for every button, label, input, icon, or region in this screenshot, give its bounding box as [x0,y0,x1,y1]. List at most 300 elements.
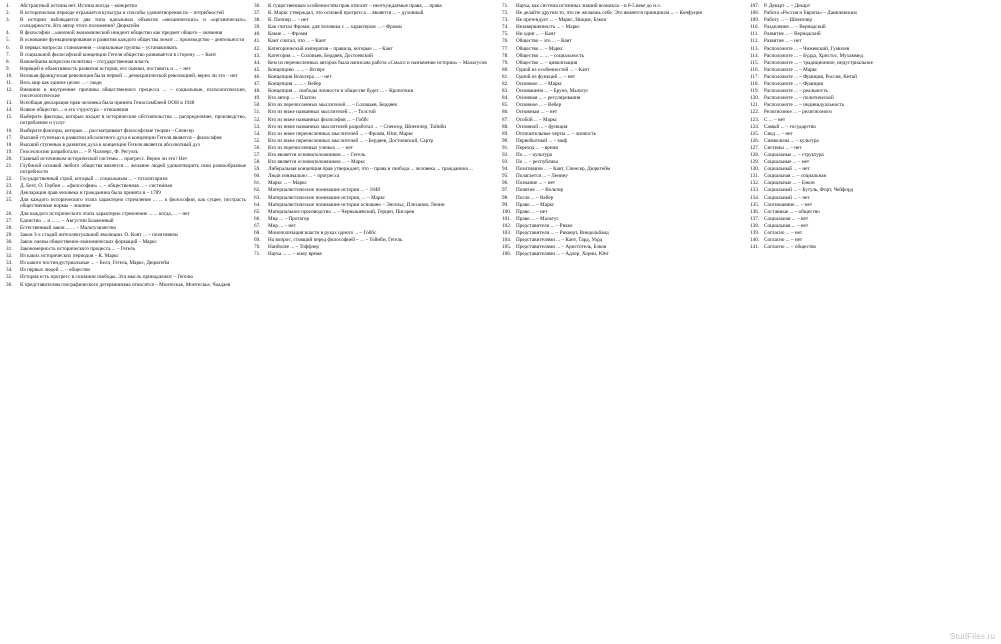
entry-text: Д. Бехт, О. Гербин ... «философии» ... – общественная ... – системная [20,183,172,190]
question-entry [4,225,246,231]
question-entry [500,88,742,94]
question-entry [748,159,990,165]
question-entry [500,131,742,137]
entry-text: Расположите ... – индивидуальность [764,102,845,109]
entry-text: Развитие ... – нет [764,38,802,45]
entry-number: 130. [750,166,760,173]
entry-text: Единство ... и ... ... – Августин Блаженный [20,217,114,224]
entry-text: Для каждого исторического этапа характерно стремление ... ... к философии, как сущее, пострасть общественные нормы – лишние [20,197,246,210]
entry-number: 119. [750,88,759,95]
question-entry [4,211,246,217]
question-entry [4,267,246,273]
entry-number: 63. [254,194,261,201]
entry-number: 126. [750,137,760,144]
entry-text: К. Маркс утверждал, что основой прогресса ... является ... – духовный [268,10,424,17]
question-entry [252,159,494,165]
question-entry [4,142,246,148]
entry-number: 76. [502,38,509,45]
entry-text: Разделение ... – Вернадский [764,24,826,31]
entry-number: 137. [750,215,760,222]
entry-text: Из каких исторических периодов – К. Маркс [20,253,119,260]
question-entry [748,202,990,208]
entry-number: 87. [502,116,509,123]
entry-text: Системы ... – нет [764,144,802,151]
entry-text: По ... – культура [516,151,552,158]
entry-number: 69. [254,237,261,244]
question-entry [252,46,494,52]
question-entry [500,187,742,193]
entry-text: Кто из перечисленных мыслителей ... – Соловьев, Бердяев [268,102,397,109]
question-entry [4,59,246,65]
entry-number: 36. [6,281,13,288]
entry-text: Для каждого исторического этапа характерно стремление ... ... когда, ... – нет [20,210,190,217]
question-entry [748,180,990,186]
entry-number: 127. [750,144,760,151]
question-entry [4,156,246,162]
entry-text: Наука, как система истинных знаний возникла – в 6-5 веке до н.э. [516,3,661,9]
entry-number: 103. [502,230,512,236]
question-entry [252,216,494,222]
entry-number: 78. [502,52,509,59]
entry-text: Главный источником исторической системы ... прогресс. Верно ли это? Нет [20,155,188,162]
entry-text: Расположите ... – Франция [764,81,823,88]
entry-text: После ... – Вебер [516,194,554,201]
entry-text: Расположите ... – политической [764,95,834,102]
question-entry [500,74,742,80]
question-entry [500,53,742,59]
entry-text: Работу ... – Шпенглер [764,17,812,24]
entry-text: Полагается ... – Ленину [516,173,568,180]
entry-text: Познание ... – нет [516,180,556,187]
entry-number: 138. [750,222,760,229]
entry-text: Всеобщая декларация прав человека была принята Генассамблеей ООН в 1948 [20,100,195,107]
entry-number: 7. [6,51,10,58]
question-entry [500,173,742,179]
question-entry [748,102,990,108]
entry-text: Внешние и внутренние причины общественного процесса ... – социальные, психологические, гносеологические [20,87,246,100]
entry-text: Представители ... – Рикке [516,222,573,229]
question-entry [748,46,990,52]
question-entry [748,74,990,80]
question-entry [252,187,494,193]
entry-number: 24. [6,190,13,197]
entry-text: Право ... – Мальтус [516,215,559,222]
entry-number: 29. [6,231,13,238]
question-entry [252,166,494,172]
entry-number: 46. [254,73,261,80]
entry-number: 79. [502,59,509,66]
entry-text: Право ... – нет [516,208,548,215]
question-entry [4,107,246,113]
question-entry [4,37,246,43]
entry-number: 90. [502,137,509,144]
question-entry [252,109,494,115]
entry-text: Расположите ... – Чижевский, Гумилев [764,45,850,52]
entry-text: Выберите факторы, которые ... рассматривают философские теории – Спенсер [20,127,194,134]
entry-number: 23. [6,183,13,190]
entry-text: В истории наблюдается два типа идеальных объектов «механических» и «органических» солидарности. Кто автор этого положения? Дюркгейм [20,17,246,30]
entry-text: Кто из ниже названных мыслителей ... – Толстой [268,109,376,116]
entry-text: К. Поппер ... – нет [268,17,309,24]
question-entry [748,138,990,144]
entry-text: Позитивизм ... – Кант, Спенсер, Дюркгейм [516,166,611,173]
entry-text: Социальная ... – нет [764,215,809,222]
question-entry [748,67,990,73]
entry-text: Основное ... – Вебер [516,102,562,109]
entry-number: 118. [750,81,759,88]
entry-text: Представители ... – Риккерт, Виндельбанд [516,230,609,236]
entry-text: Понятие ... – Вольтер [516,187,564,194]
entry-text: Социальный ... – нет [764,194,810,201]
entry-text: Общество ... – цивилизация [516,59,578,66]
question-entry [252,95,494,101]
entry-text: Одной из особенностей ... – Кант [516,66,590,73]
text-column [748,3,996,642]
question-entry [748,95,990,101]
entry-text: Кто из ниже перечисленных мыслителей ... – Фромм, Юнг, Маркс [268,130,414,137]
question-entry [4,135,246,141]
entry-text: Расположите ... – Франция, Россия, Китай [764,73,857,80]
entry-text: К представителям географического детерминизма относятся – Монтескье, Монтескье, Чаадаев [20,281,231,288]
entry-text: Социальная ... – социальная [764,173,826,180]
entry-text: Социальный ... – Бутуль, Форт, Чейфорд [764,187,854,194]
entry-text: Материалистическое понимание истории основано – Энгельс, Плеханов, Ленин [268,201,445,208]
entry-text: Выберите факторы, которые входят в исторические обстоятельства ... распределение, производство, потребление и услуг [20,114,246,127]
entry-text: Естественный закон ... ... – Мальтузианство [20,224,117,231]
entry-number: 110. [750,24,759,31]
entry-text: В основание функционирования и развития каждого общества лежит ... производство – деятельности [20,37,245,44]
entry-number: 131. [750,173,760,180]
entry-number: 107. [750,3,760,9]
entry-number: 96. [502,180,509,187]
entry-number: 120. [750,95,760,102]
entry-text: Общество – это ... – Кант [516,38,572,45]
entry-number: 57. [254,151,261,158]
entry-text: Высший ступенью в развитии духа в концепции Гегеля является абсолютный дух [20,141,201,148]
entry-number: 1. [6,3,10,9]
entry-text: К существенным особенностям прав относят – неотчуждаемые права, ... права [268,3,442,9]
entry-text: Концепция ... ... – Вебер [268,81,322,88]
question-entry [500,244,742,250]
entry-number: 25. [6,197,13,204]
entry-number: 68. [254,230,261,236]
entry-text: Весь мир как единое целое ... – люди [20,79,102,86]
question-entry [4,87,246,99]
entry-number: 66. [254,215,261,222]
entry-text: Общество ... – Маркс [516,45,563,52]
question-entry [500,152,742,158]
question-entry [500,10,742,16]
entry-text: Всякое общество ... и его структура – отношения [20,107,129,114]
entry-number: 9. [6,65,10,72]
entry-text: Высшей ступенью в развитии абсолютного духа в концепции Гегеля является – философия [20,134,222,141]
entry-number: 80. [502,66,509,73]
entry-number: 85. [502,102,509,109]
entry-number: 73. [502,17,509,24]
question-entry [252,152,494,158]
entry-number: 19. [6,148,13,155]
entry-number: 59. [254,166,261,173]
question-entry [252,67,494,73]
question-entry [500,195,742,201]
question-entry [500,202,742,208]
entry-text: Из какого постиндустриальные ... – Белл, Гегель, Маркс, Дюркгейм [20,260,170,267]
entry-text: Расположите ... – Будда, Христос, Мухаммед [764,52,864,59]
entry-text: Закономерность исторического процесса ... – Гегель [20,246,135,253]
question-entry [748,3,990,9]
question-entry [252,24,494,30]
entry-number: 21. [6,163,13,170]
entry-number: 37. [254,10,261,17]
question-entry [4,232,246,238]
question-entry [252,31,494,37]
text-column [252,3,500,642]
question-entry [252,223,494,229]
question-entry [748,53,990,59]
entry-number: 71. [502,3,509,9]
entry-number: 122. [750,109,760,116]
site-watermark: StudFiles.ru [949,632,995,641]
question-entry [748,223,990,229]
entry-text: Расположите ... – реальность [764,88,828,95]
entry-text: Р. Декарт ... – Декарт [764,3,811,9]
entry-text: Социальные ... – Бэкон [764,180,815,187]
question-entry [4,253,246,259]
entry-number: 136. [750,208,760,215]
entry-text: Важнейшим вопросом политики – государственная власть [20,58,150,65]
question-entry [500,237,742,243]
question-entry [252,195,494,201]
entry-number: 40. [254,31,261,38]
question-entry [252,88,494,94]
entry-text: Как считал Фромм, для человека с ... характером ... – Фромм [268,24,402,31]
question-entry [4,45,246,51]
question-entry [252,17,494,23]
entry-number: 13. [6,100,13,107]
entry-text: С ... – нет [764,116,786,123]
entry-text: Кто автор ... – Платон [268,95,316,102]
entry-text: Ни один ... – Кант [516,31,556,38]
entry-text: В философии ...ыночной экономический инидент общество как предмет общего – значения [20,30,223,37]
entry-text: Составные ... – общество [764,208,820,215]
entry-number: 108. [750,10,760,17]
question-entry [748,244,990,250]
question-entry [748,124,990,130]
entry-text: Расположите ... – традиционное, индустриальное [764,59,873,66]
entry-text: Не претендует ... – Маркс, Ницше, Бэкон [516,17,607,24]
question-entry [252,74,494,80]
entry-text: Категорический императив – правила, которые ... – Кант [268,45,393,52]
entry-text: Кто является основоположником ... – Маркс [268,159,366,166]
entry-number: 75. [502,31,509,38]
entry-number: 34. [6,267,13,274]
entry-number: 5. [6,37,10,44]
question-entry [4,260,246,266]
question-entry [500,251,742,257]
question-entry [748,230,990,236]
entry-number: 31. [6,246,13,253]
entry-number: 105. [502,244,512,251]
entry-text: Мир ... – нет [268,222,296,229]
question-entry [252,244,494,250]
entry-number: 100. [502,208,512,215]
entry-text: Кем из перечисленных авторов была написана работа «Смысл и назначение истории» – Мальтусов [268,59,487,66]
entry-text: Кто из ниже названных мыслителей разработал ... – Спенсер, Шпенглер, Тойнби [268,123,447,130]
question-entry [4,10,246,16]
entry-text: Какие ... – Фромм [268,31,308,38]
question-entry [748,81,990,87]
entry-text: Основным ... – нет [516,109,558,116]
question-entry [748,187,990,193]
question-entry [748,17,990,23]
entry-number: 49. [254,95,261,102]
entry-number: 35. [6,274,13,281]
entry-number: 44. [254,59,261,66]
entry-number: 43. [254,52,261,59]
question-entry [252,237,494,243]
text-column [500,3,748,642]
question-entry [500,102,742,108]
entry-text: Материалистическое понимание истории ... – 1848 [268,187,381,194]
entry-number: 140. [750,237,760,244]
entry-text: Либеральная концепция прав утверждает, что – права и свобода ... человека ... гражданина ... [268,166,473,173]
entry-number: 139. [750,230,760,236]
entry-number: 54. [254,130,261,137]
entry-number: 52. [254,116,261,123]
question-entry [4,100,246,106]
entry-text: Представителями ... – Аристотель, Бэкон [516,244,607,251]
question-entry [252,202,494,208]
question-entry [252,81,494,87]
question-entry [748,216,990,222]
question-entry [252,251,494,257]
question-entry [4,114,246,126]
question-entry [4,149,246,155]
question-entry [500,67,742,73]
entry-text: Концепция Вольтера ... – нет [268,73,332,80]
entry-number: 61. [254,180,261,187]
entry-number: 91. [502,144,509,151]
entry-number: 94. [502,166,509,173]
question-entry [748,145,990,151]
entry-text: Закон 3-х стадий интеллектуальной эволюции. О. Конт ... – позитивизм [20,231,178,238]
entry-text: Социальный ... – нет [764,166,810,173]
entry-number: 53. [254,123,261,130]
entry-text: В социальной философской концепции Гегеля общество развивается в сторону ... – Конт [20,51,217,58]
entry-number: 26. [6,210,13,217]
entry-number: 71. [254,251,261,258]
question-entry [748,38,990,44]
entry-text: Расположите ... – Маркс [764,66,818,73]
entry-text: Социальная ... – нет [764,222,809,229]
entry-number: 124. [750,123,760,130]
entry-number: 56. [254,144,261,151]
entry-text: Люди изначально ... – прогресса [268,173,340,180]
question-entry [252,209,494,215]
entry-text: На вопрос, стоящий перед философией – ... – Тойнби, Гегель [268,237,403,244]
question-entry [748,109,990,115]
question-entry [748,88,990,94]
question-entry [500,81,742,87]
question-entry [252,230,494,236]
entry-text: Незавершенность ... – Маркс [516,24,580,31]
entry-text: Основанием ... – Бруно, Мальтус [516,88,589,95]
entry-number: 65. [254,208,261,215]
entry-text: Свод ... – нет [764,130,793,137]
question-entry [252,38,494,44]
entry-number: 55. [254,137,261,144]
entry-text: Мир ... – Протагор [268,215,310,222]
entry-text: Самый ... – государство [764,123,817,130]
entry-text: Социальные ... – структура [764,151,824,158]
entry-number: 3. [6,17,10,24]
entry-text: Представителями ... – Адлер, Хорни, Юнг [516,251,609,258]
entry-number: 41. [254,38,261,45]
entry-number: 12. [6,87,13,94]
entry-text: Отличительные черты ... – личность [516,130,596,137]
entry-number: 113. [750,45,759,52]
question-entry [4,52,246,58]
entry-number: 128. [750,151,760,158]
entry-number: 17. [6,134,13,141]
entry-number: 47. [254,81,261,88]
entry-number: 84. [502,95,509,102]
entry-text: В историческом периоде отражается культура и способы удовлетворения их – потребностей [20,10,224,17]
entry-number: 132. [750,180,760,187]
entry-number: 27. [6,217,13,224]
entry-text: Материалистическое понимание истории, ... – Маркс [268,194,386,201]
question-entry [252,173,494,179]
question-entry [748,237,990,243]
entry-text: Согласно ... – общество [764,244,817,251]
entry-number: 28. [6,224,13,231]
entry-number: 92. [502,151,509,158]
question-entry [4,163,246,175]
entry-number: 77. [502,45,509,52]
entry-number: 129. [750,159,760,166]
entry-number: 98. [502,194,509,201]
entry-number: 123. [750,116,760,123]
entry-text: Основная ... – регулирования [516,95,581,102]
question-entry [500,109,742,115]
question-entry [748,131,990,137]
question-entry [500,31,742,37]
question-entry [500,145,742,151]
question-entry [748,166,990,172]
entry-number: 2. [6,10,10,17]
question-entry [748,24,990,30]
entry-number: 86. [502,109,509,116]
entry-number: 30. [6,238,13,245]
question-entry [252,180,494,186]
entry-text: Декларация прав человека и гражданина была принята в – 1789 [20,190,161,197]
question-entry [4,80,246,86]
entry-number: 141. [750,244,760,251]
entry-text: Соотношение ... – нет [764,201,813,208]
question-entry [500,216,742,222]
entry-number: 134. [750,194,760,201]
entry-number: 16. [6,127,13,134]
question-entry [4,190,246,196]
entry-text: Закон смены общественно-экономических формаций – Маркс [20,238,157,245]
question-entry [500,95,742,101]
entry-number: 70. [254,244,261,251]
question-entry [748,209,990,215]
entry-text: Основной ... – функция [516,123,568,130]
entry-text: Кто из ниже перечисленных мыслителей ... – Бердяев, Достоевский, Сартр [268,137,434,144]
entry-number: 4. [6,30,10,37]
question-entry [4,3,246,9]
